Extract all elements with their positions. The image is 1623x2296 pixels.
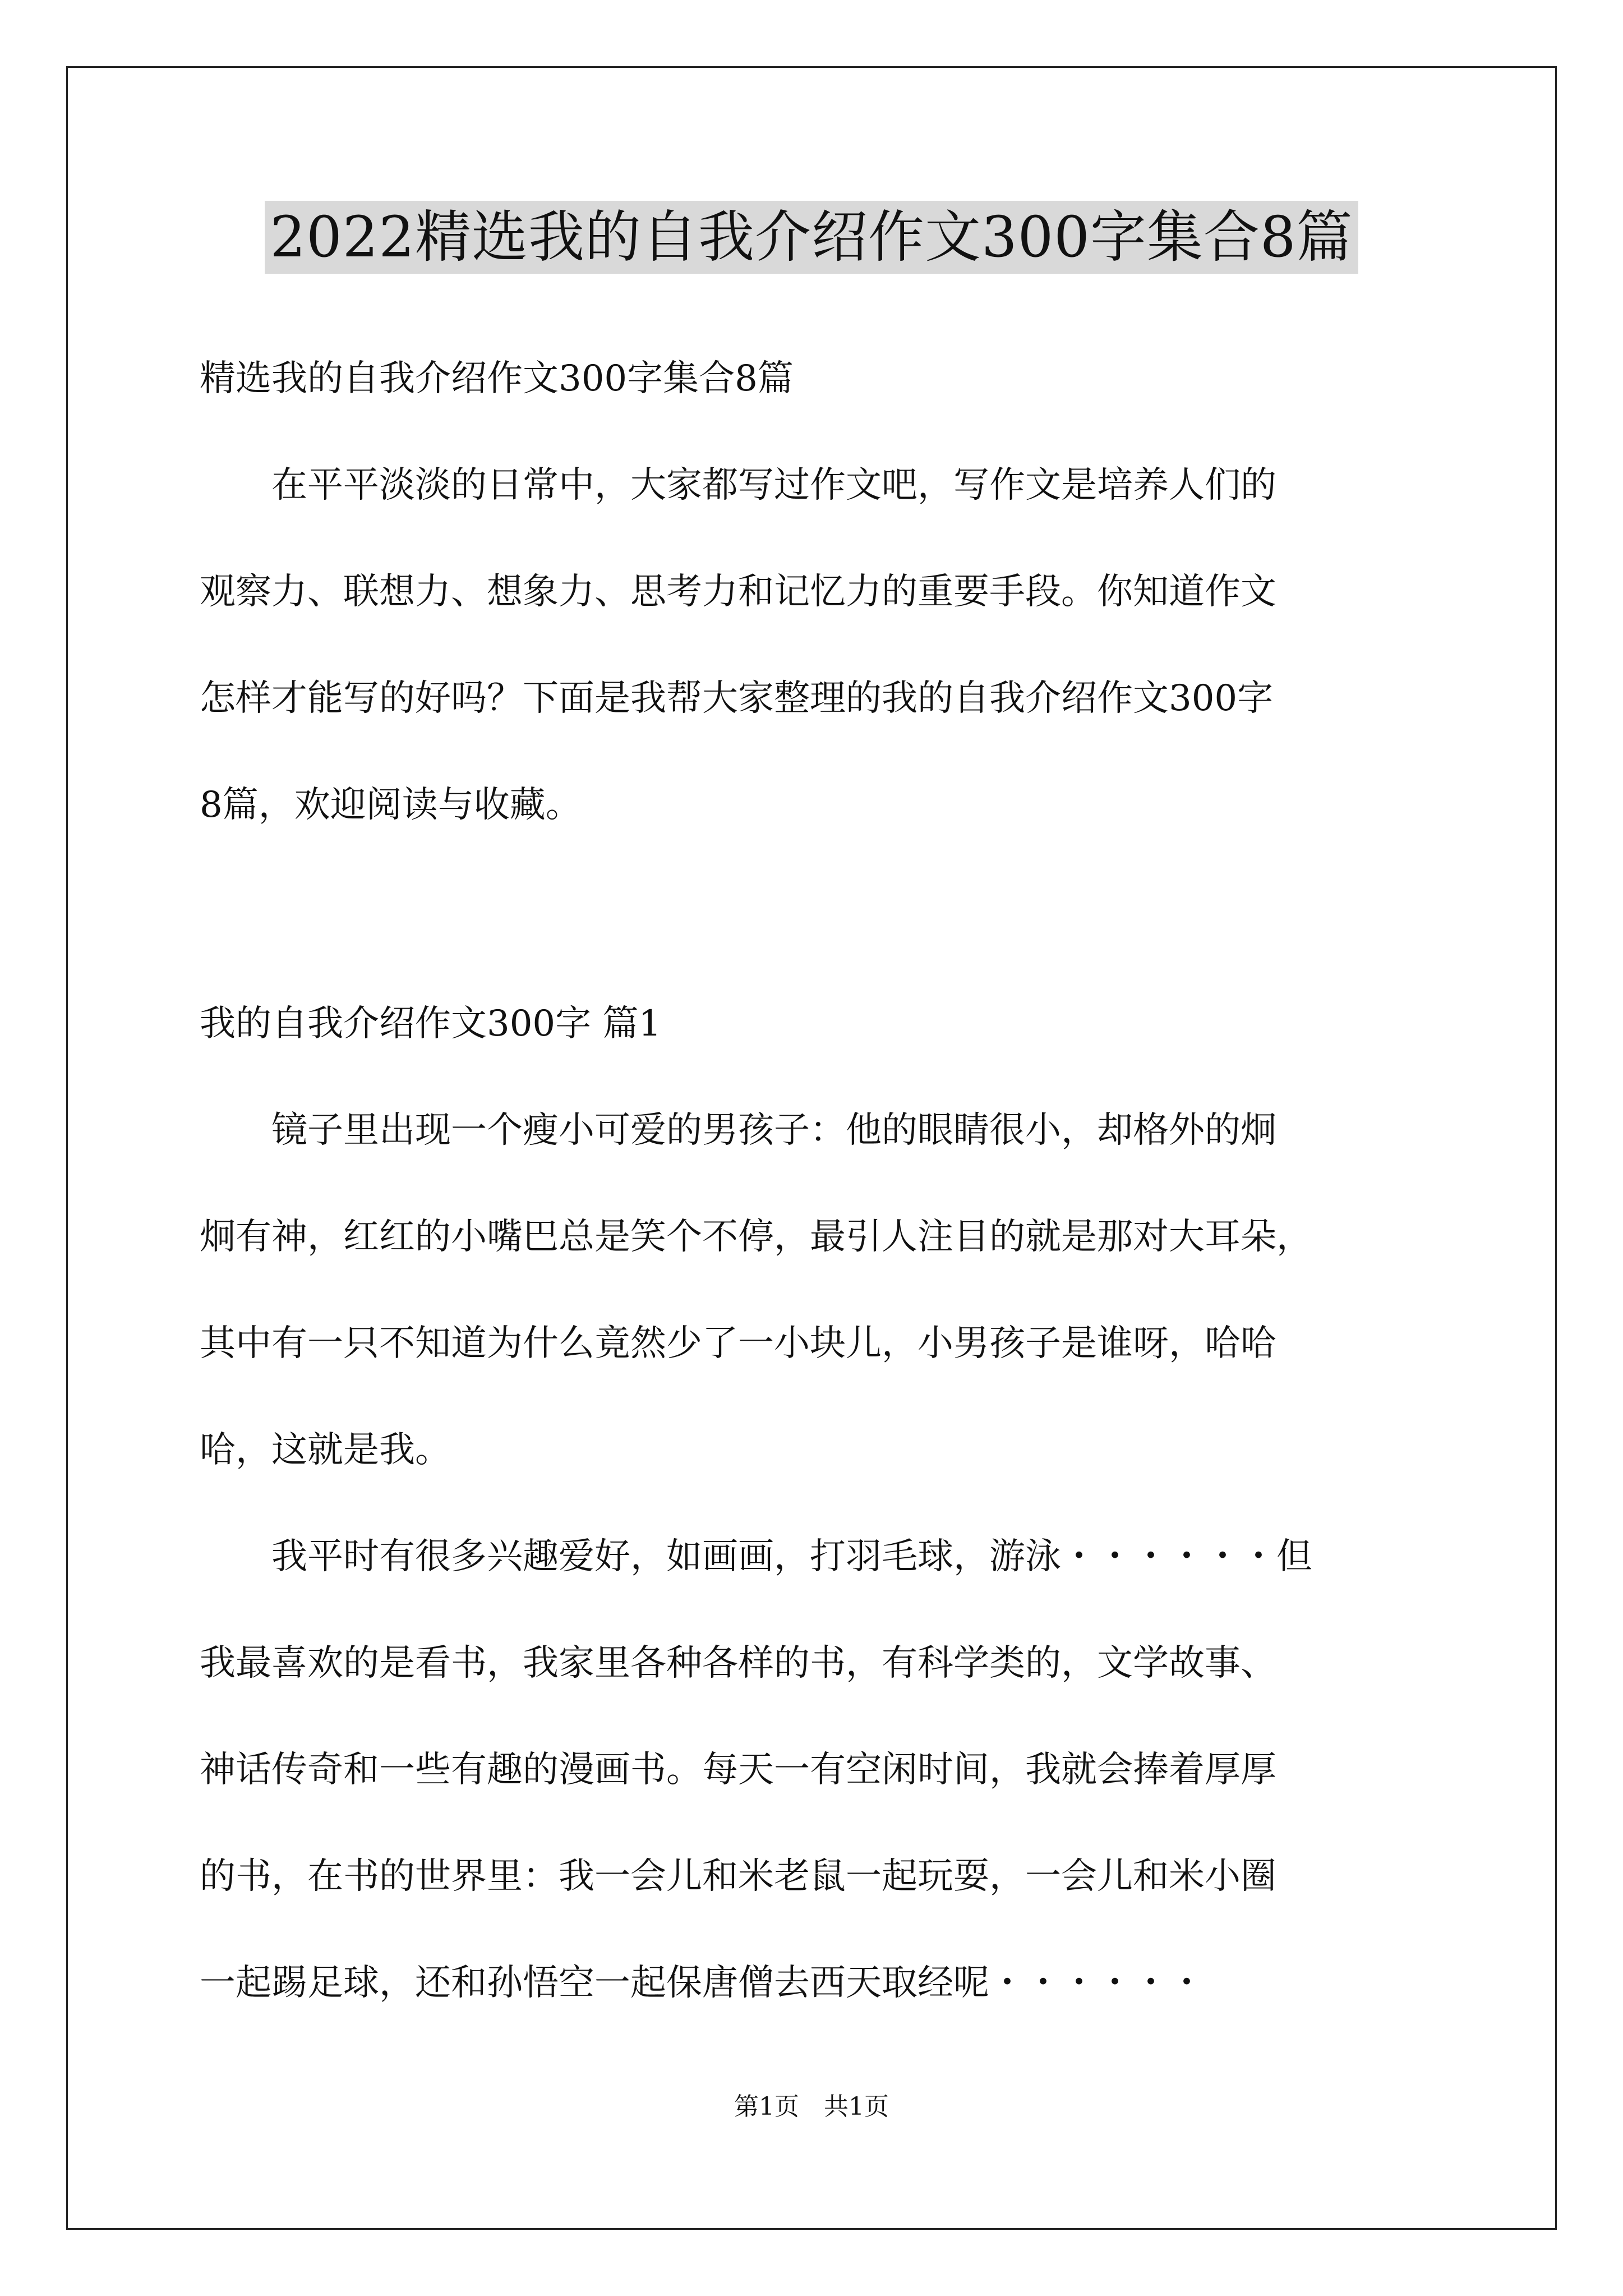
intro-line-2: 观察力、联想力、想象力、思考力和记忆力的重要手段。你知道作文	[200, 571, 1276, 613]
para1-line-3: 其中有一只不知道为什么竟然少了一小块儿，小男孩子是谁呀，哈哈	[200, 1323, 1276, 1364]
para2-line-2: 我最喜欢的是看书，我家里各种各样的书，有科学类的，文学故事、	[200, 1642, 1276, 1684]
document-subtitle: 精选我的自我介绍作文300字集合8篇	[200, 358, 794, 399]
para2-line-3: 神话传奇和一些有趣的漫画书。每天一有空闲时间，我就会捧着厚厚	[200, 1749, 1276, 1791]
intro-line-4: 8篇，欢迎阅读与收藏。	[200, 784, 582, 826]
para1-line-2: 炯有神，红红的小嘴巴总是笑个不停，最引人注目的就是那对大耳朵，	[200, 1216, 1312, 1258]
document-title: 2022精选我的自我介绍作文300字集合8篇	[265, 201, 1359, 274]
para2-line-5: 一起踢足球，还和孙悟空一起保唐僧去西天取经呢・・・・・・	[200, 1962, 1205, 2004]
page-number: 第1页 共1页	[734, 2092, 889, 2121]
intro-line-3: 怎样才能写的好吗？下面是我帮大家整理的我的自我介绍作文300字	[200, 678, 1274, 719]
title-container	[0, 201, 1623, 274]
para1-line-1: 镜子里出现一个瘦小可爱的男孩子：他的眼睛很小，却格外的炯	[200, 1110, 1276, 1151]
section-heading: 我的自我介绍作文300字 篇1	[200, 1003, 662, 1045]
intro-line-1: 在平平淡淡的日常中，大家都写过作文吧，写作文是培养人们的	[200, 464, 1276, 506]
para1-line-4: 哈，这就是我。	[200, 1429, 451, 1471]
para2-line-4: 的书，在书的世界里：我一会儿和米老鼠一起玩耍，一会儿和米小圈	[200, 1856, 1276, 1897]
para2-line-1: 我平时有很多兴趣爱好，如画画，打羽毛球，游泳・・・・・・但	[200, 1536, 1312, 1577]
